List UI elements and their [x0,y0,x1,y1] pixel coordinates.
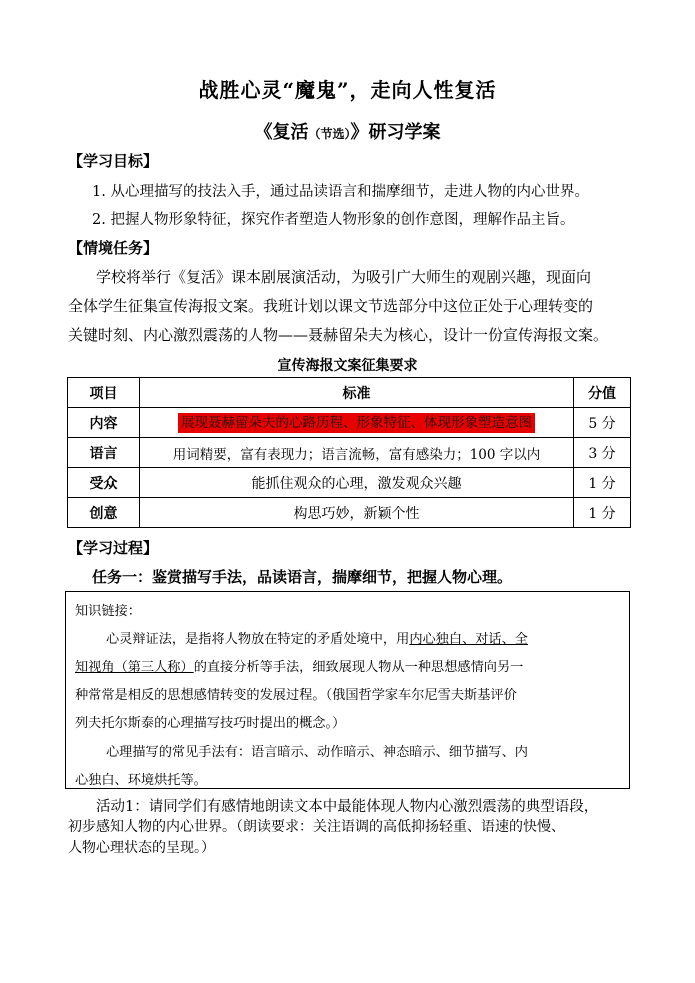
row-item: 内容 [68,408,140,438]
row-item: 创意 [68,498,140,528]
row-item: 受众 [68,468,140,498]
row-standard [140,408,574,438]
knowledge-p1-line2 [75,656,523,675]
activity1-line1: 活动1：请同学们有感情地朗读文本中最能体现人物内心激烈震荡的典型语段， [96,799,599,815]
knowledge-label: 知识链接： [75,604,141,619]
row-item: 语言 [68,438,140,468]
subtitle-pre: 《复活 [254,122,309,143]
knowledge-box [65,591,630,789]
header-standard: 标准 [140,378,574,408]
row-score: 5 分 [574,408,631,438]
row-score: 1 分 [574,498,631,528]
row-score: 1 分 [574,468,631,498]
situation-line-1: 学校将举行《复活》课本剧展演活动，为吸引广大师生的观剧兴趣，现面向 [96,268,592,286]
knowledge-p2-line2: 心独白、环境烘托等。 [75,773,207,788]
table-row [68,438,631,468]
goal-item-1: 1. 从心理描写的技法入手，通过品读语言和揣摩细节，走进人物的内心世界。 [92,184,589,200]
highlighted-standard: 展现聂赫留朵夫的心路历程、形象特征、体现形象塑造意图 [178,413,535,433]
table-row [68,468,631,498]
knowledge-p1-line1 [106,628,528,647]
table-caption: 宣传海报文案征集要求 [277,358,418,374]
process-heading: 【学习过程】 [68,539,159,557]
subtitle-post: 》研习学案 [350,122,441,143]
knowledge-p1-line2-underlined: 知视角（第三人称） [75,660,194,675]
knowledge-p1-line3: 种常常是相反的思想感情转变的发展过程。（俄国哲学家车尔尼雪夫斯基评价 [75,688,517,703]
subtitle-note: （节选） [308,127,351,141]
activity1-line2: 初步感知人物的内心世界。（朗读要求：关注语调的高低抑扬轻重、语速的快慢、 [68,819,565,835]
goals-heading: 【学习目标】 [68,152,159,170]
header-item: 项目 [68,378,140,408]
situation-line-3: 关键时刻、内心激烈震荡的人物——聂赫留朵夫为核心，设计一份宣传海报文案。 [68,326,609,344]
table-row [68,498,631,528]
knowledge-p1-line1-text: 心灵辩证法，是指将人物放在特定的矛盾处境中，用 [106,632,410,647]
table-header-row [68,378,631,408]
activity1-line3: 人物心理状态的呈现。） [68,840,215,856]
table-row [68,408,631,438]
row-score: 3 分 [574,438,631,468]
knowledge-p1-line4: 列夫托尔斯泰的心理描写技巧时提出的概念。） [75,716,346,731]
situation-line-2: 全体学生征集宣传海报文案。我班计划以课文节选部分中这位正处于心理转变的 [68,297,594,315]
header-score: 分值 [574,378,631,408]
task-one: 任务一：鉴赏描写手法，品读语言，揣摩细节，把握人物心理。 [92,568,513,586]
knowledge-p2-line1: 心理描写的常见手法有：语言暗示、动作暗示、神态暗示、细节描写、内 [106,745,528,760]
knowledge-p1-line1-underlined: 内心独白、对话、全 [409,632,528,647]
row-standard: 构思巧妙，新颖个性 [140,498,574,528]
row-standard: 用词精要，富有表现力；语言流畅，富有感染力；100 字以内 [140,438,574,468]
situation-heading: 【情境任务】 [68,239,159,257]
row-standard: 能抓住观众的心理，激发观众兴趣 [140,468,574,498]
goal-item-2: 2. 把握人物形象特征，探究作者塑造人物形象的创作意图，理解作品主旨。 [92,212,575,228]
requirements-table [67,377,631,528]
page-title: 战胜心灵“魔鬼”，走向人性复活 [198,78,497,102]
page-subtitle [0,118,695,144]
knowledge-p1-line2-text: 的直接分析等手法，细致展现人物从一种思想感情向另一 [193,660,524,675]
